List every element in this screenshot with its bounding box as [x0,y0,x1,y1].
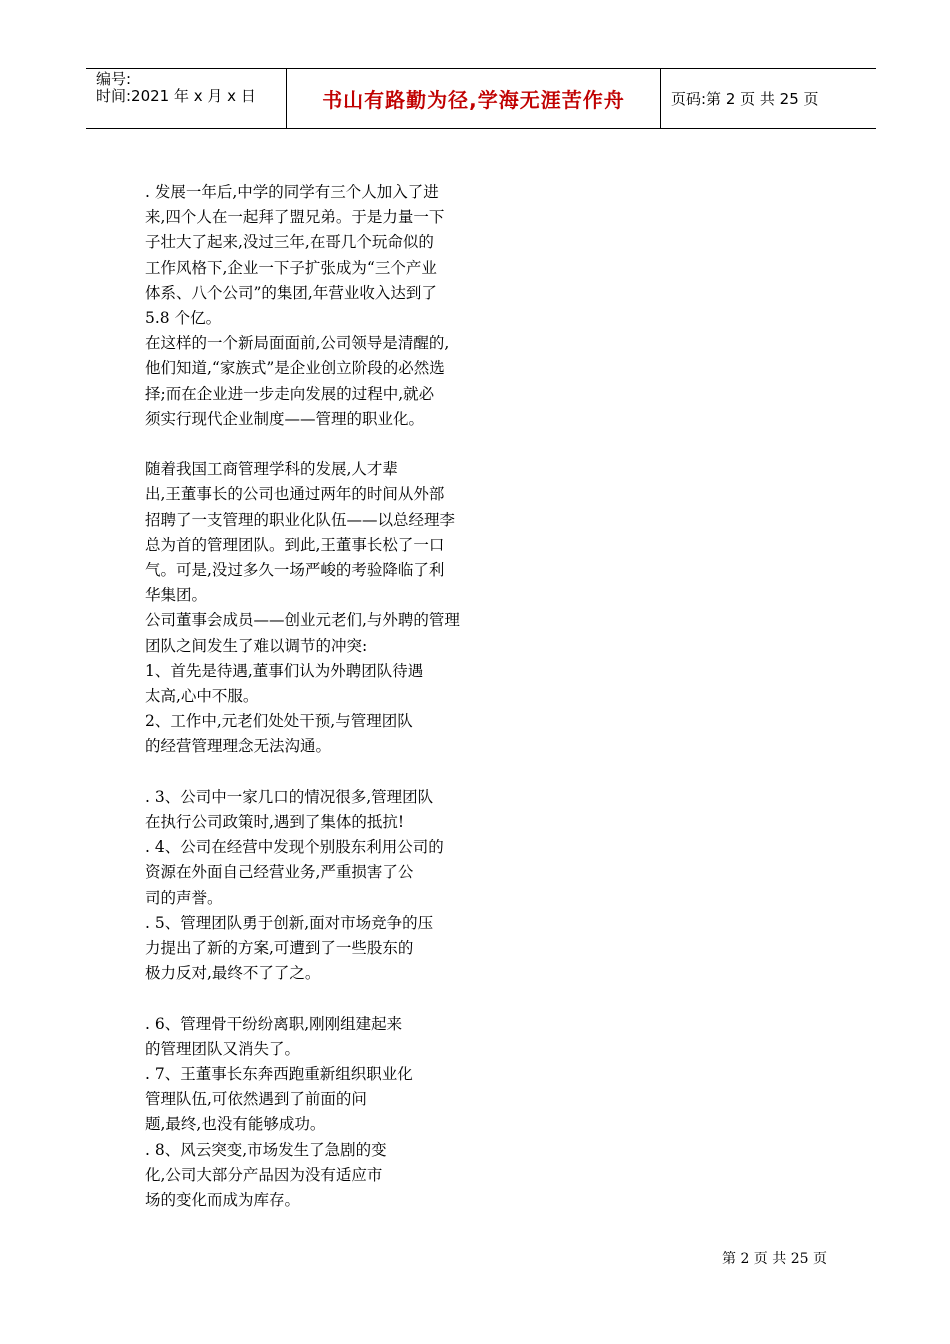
body-line: . 4、公司在经营中发现个别股东利用公司的 [145,838,444,857]
paragraph-gap [145,432,525,457]
body-line: 资源在外面自己经营业务,严重损害了公 [145,863,414,882]
body-line: 在执行公司政策时,遇到了集体的抵抗! [145,813,405,832]
body-line: . 8、风云突变,市场发生了急剧的变 [145,1140,387,1159]
body-line: . 7、王董事长东奔西跑重新组织职业化 [145,1065,413,1084]
body-line: 总为首的管理团队。到此,王董事长松了一口 [145,535,445,554]
body-line: 1、首先是待遇,董事们认为外聘团队待遇 [145,661,424,680]
body-line: 招聘了一支管理的职业化队伍——以总经理李 [145,510,456,529]
body-line: 出,王董事长的公司也通过两年的时间从外部 [145,485,445,504]
header-meta [86,69,287,128]
body-line: 的管理团队又消失了。 [145,1039,301,1058]
body-line: 子壮大了起来,没过三年,在哥几个玩命似的 [145,233,434,252]
body-line: 团队之间发生了难以调节的冲突: [145,636,368,655]
paragraph-gap [145,760,525,785]
body-line: 力提出了新的方案,可遭到了一些股东的 [145,939,414,958]
document-number-label: 编号: [96,70,132,88]
body-line: . 发展一年后,中学的同学有三个人加入了进 [145,183,439,201]
body-line: 太高,心中不服。 [145,687,259,706]
body-line: 工作风格下,企业一下子扩张成为“三个产业 [145,258,437,277]
body-line: 的经营管理理念无法沟通。 [145,737,332,756]
body-line: 须实行现代企业制度——管理的职业化。 [145,409,425,428]
body-line: 题,最终,也没有能够成功。 [145,1115,326,1134]
page-footer-number: 第 2 页 共 25 页 [722,1251,827,1267]
body-line: 管理队伍,可依然遇到了前面的问 [145,1090,367,1109]
body-line: . 3、公司中一家几口的情况很多,管理团队 [145,787,434,806]
header-page-label: 页码:第 2 页 共 25 页 [671,90,819,108]
body-line: 华集团。 [145,586,208,605]
body-line: 择;而在企业进一步走向发展的过程中,就必 [145,384,435,403]
body-line: 场的变化而成为库存。 [145,1191,301,1210]
body-line: 化,公司大部分产品因为没有适应市 [145,1165,383,1184]
body-line: 在这样的一个新局面面前,公司领导是清醒的, [145,334,450,353]
body-line: 公司董事会成员——创业元老们,与外聘的管理 [145,611,460,630]
body-line: 5.8 个亿。 [145,309,222,328]
body-line: 气。可是,没过多久一场严峻的考验降临了利 [145,561,445,580]
document-body [145,180,525,1213]
body-line: 极力反对,最终不了了之。 [145,964,321,983]
body-line: 他们知道,“家族式”是企业创立阶段的必然选 [145,359,445,378]
paragraph-gap [145,986,525,1011]
page-header [86,68,876,129]
body-line: . 5、管理团队勇于创新,面对市场竞争的压 [145,913,434,932]
body-line: . 6、管理骨干纷纷离职,刚刚组建起来 [145,1014,403,1033]
body-line: 体系、八个公司”的集团,年营业收入达到了 [145,283,437,302]
document-time-label: 时间:2021 年 x 月 x 日 [96,87,256,105]
header-motto: 书山有路勤为径,学海无涯苦作舟 [287,69,661,128]
body-line: 2、工作中,元老们处处干预,与管理团队 [145,712,413,731]
body-line: 司的声誉。 [145,888,223,907]
body-line: 来,四个人在一起拜了盟兄弟。于是力量一下 [145,208,445,227]
body-line: 随着我国工商管理学科的发展,人才辈 [145,460,398,479]
